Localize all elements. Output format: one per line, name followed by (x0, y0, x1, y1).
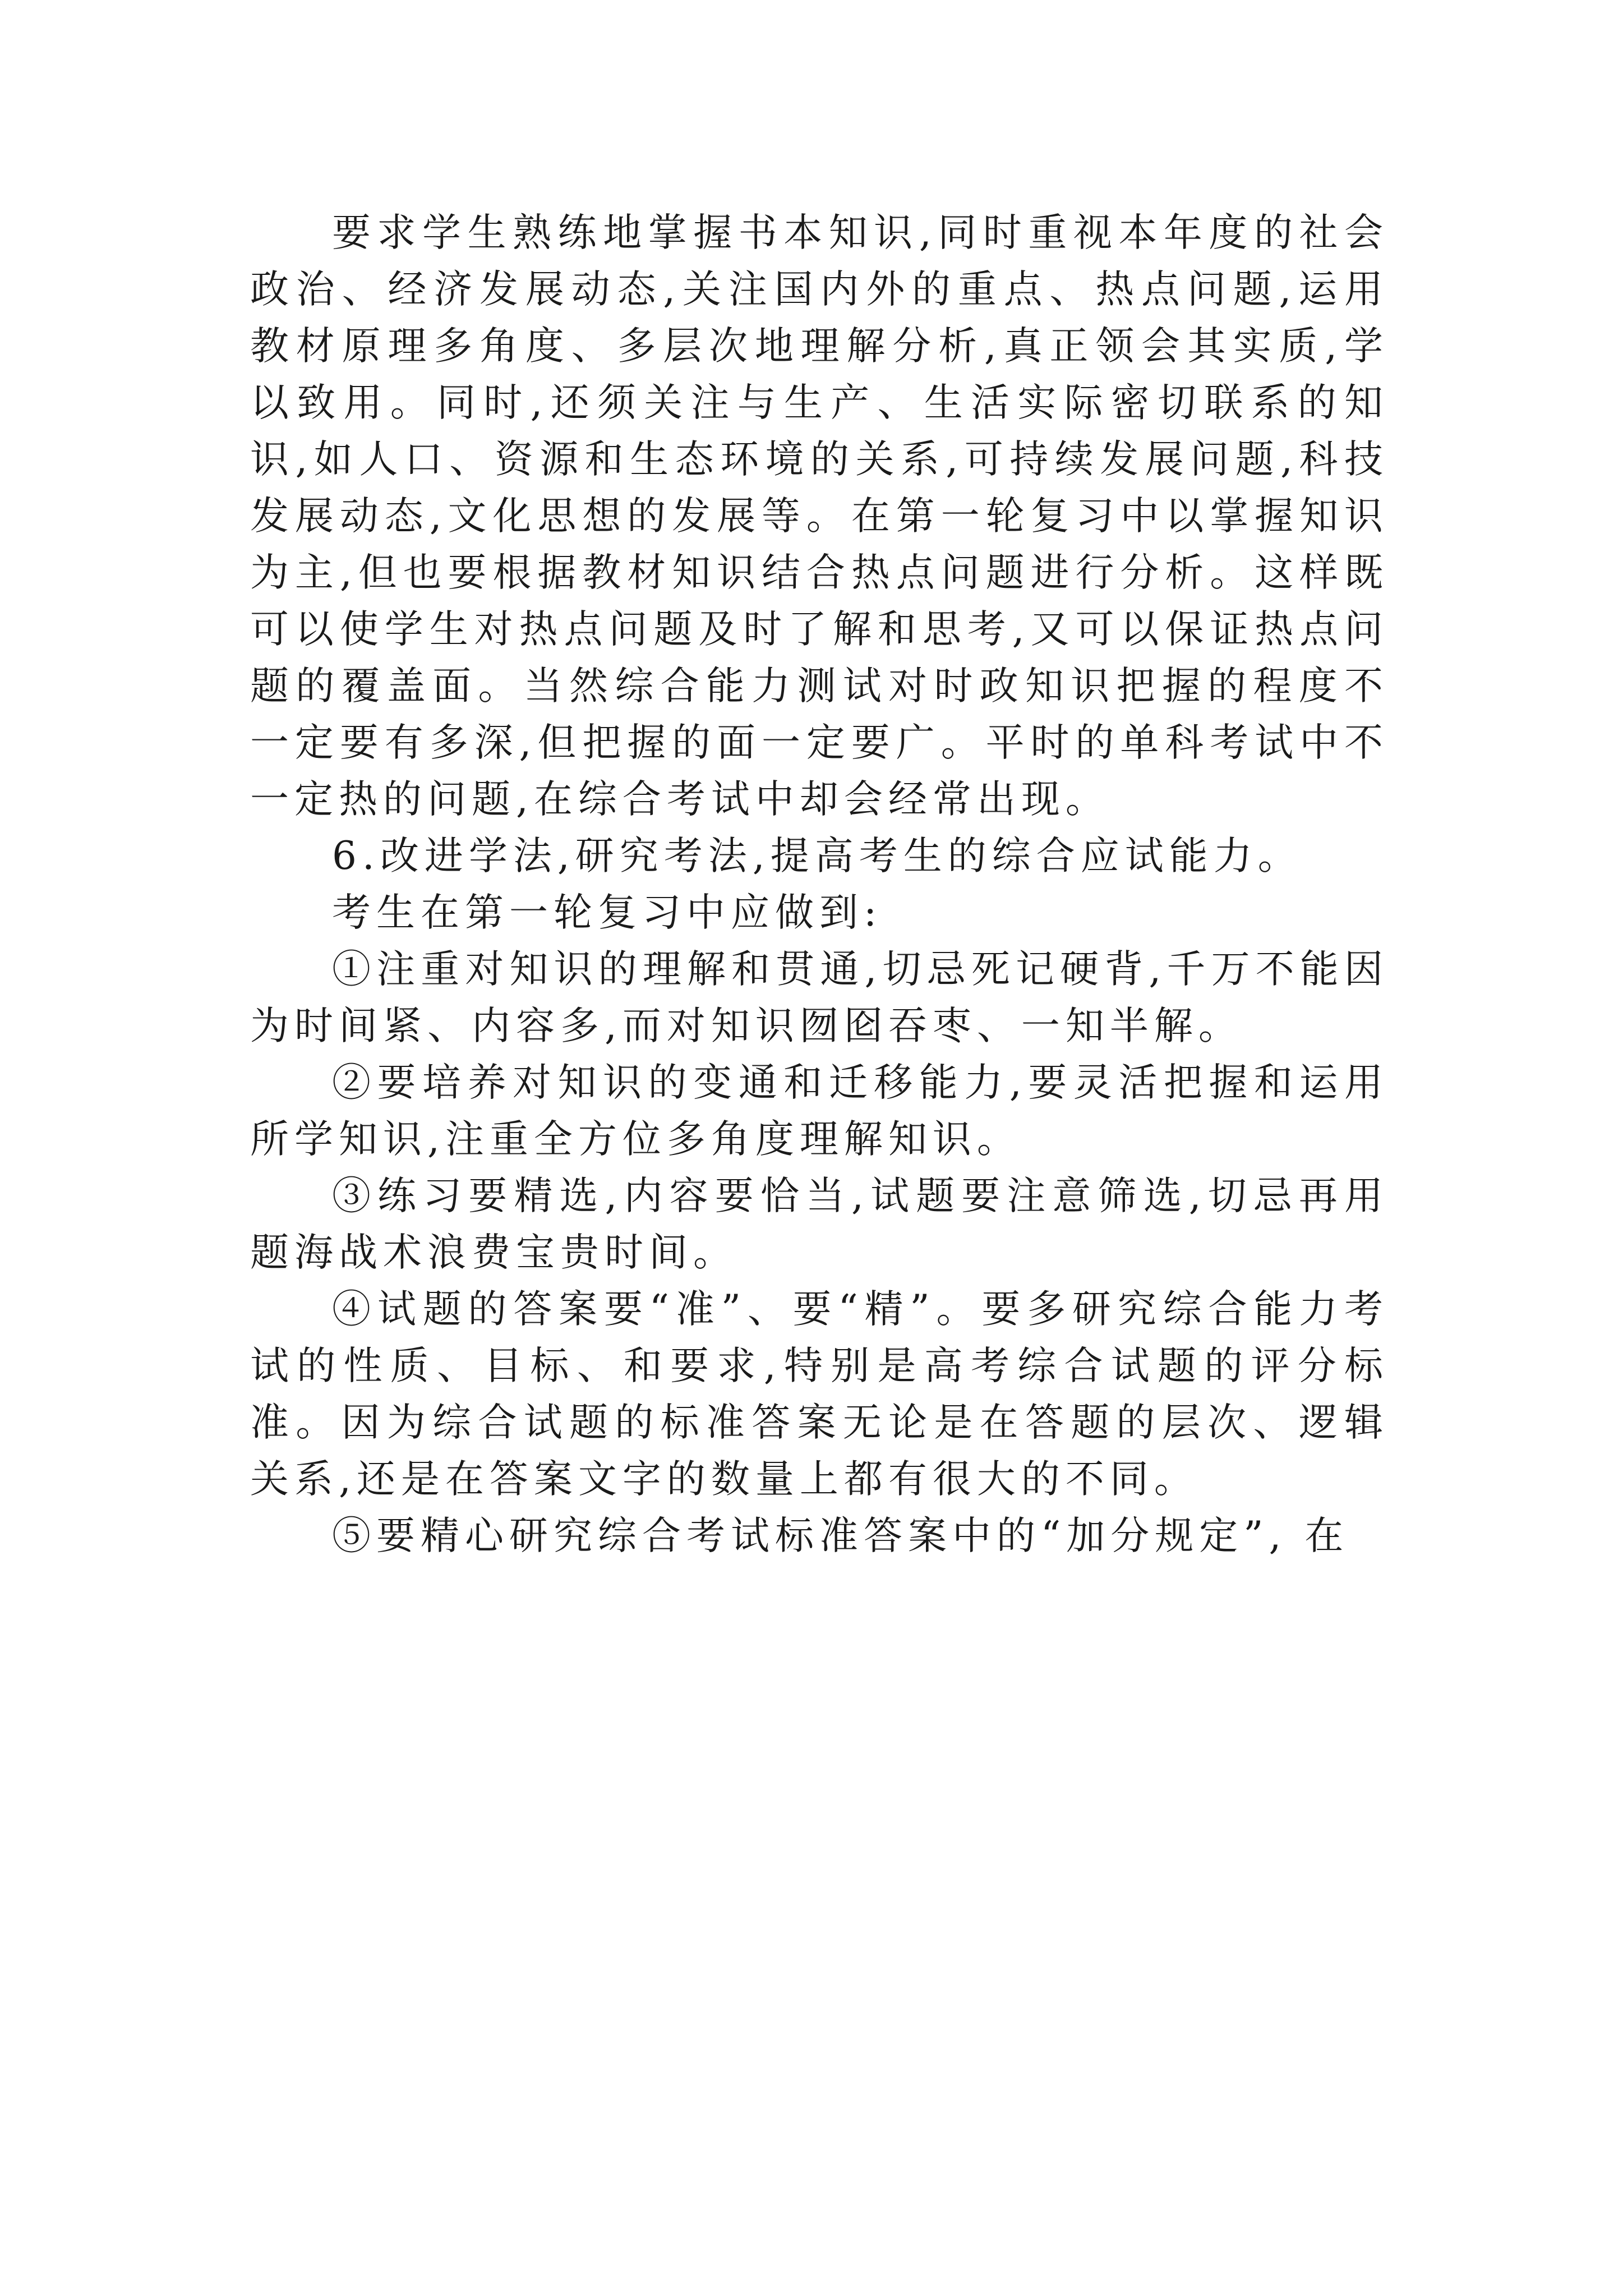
paragraph-item-1: ①注重对知识的理解和贯通,切忌死记硬背,千万不能因为时间紧、内容多,而对知识囫囵吞枣、一知半解。 (250, 947, 1389, 1048)
paragraph-item-4: ④试题的答案要“准”、要“精”。要多研究综合能力考试的性质、目标、和要求,特别是高考综合试题的评分标准。因为综合试题的标准答案无论是在答题的层次、逻辑关系,还是在答案文字的数量上都有很大的不同。 (250, 1287, 1389, 1502)
paragraph-item-3: ③练习要精选,内容要恰当,试题要注意筛选,切忌再用题海战术浪费宝贵时间。 (250, 1174, 1389, 1275)
document-body (250, 205, 1389, 1565)
paragraph-current-affairs: 要求学生熟练地掌握书本知识,同时重视本年度的社会政治、经济发展动态,关注国内外的重点、热点问题,运用教材原理多角度、多层次地理解分析,真正领会其实质,学以致用。同时,还须关注与生产、生活实际密切联系的知识,如人口、资源和生态环境的关系,可持续发展问题,科技发展动态,文化思想的发展等。在第一轮复习中以掌握知识为主,但也要根据教材知识结合热点问题进行分析。这样既可以使学生对热点问题及时了解和思考,又可以保证热点问题的覆盖面。当然综合能力测试对时政知识把握的程度不一定要有多深,但把握的面一定要广。平时的单科考试中不一定热的问题,在综合考试中却会经常出现。 (250, 210, 1389, 822)
paragraph-item-2: ②要培养对知识的变通和迁移能力,要灵活把握和运用所学知识,注重全方位多角度理解知识。 (250, 1060, 1389, 1162)
paragraph-requirements-intro: 考生在第一轮复习中应做到: (332, 890, 883, 935)
paragraph-item-5: ⑤要精心研究综合考试标准答案中的“加分规定”, 在 (332, 1513, 1349, 1558)
paragraph-section-6-heading: 6.改进学法,研究考法,提高考生的综合应试能力。 (332, 834, 1302, 878)
